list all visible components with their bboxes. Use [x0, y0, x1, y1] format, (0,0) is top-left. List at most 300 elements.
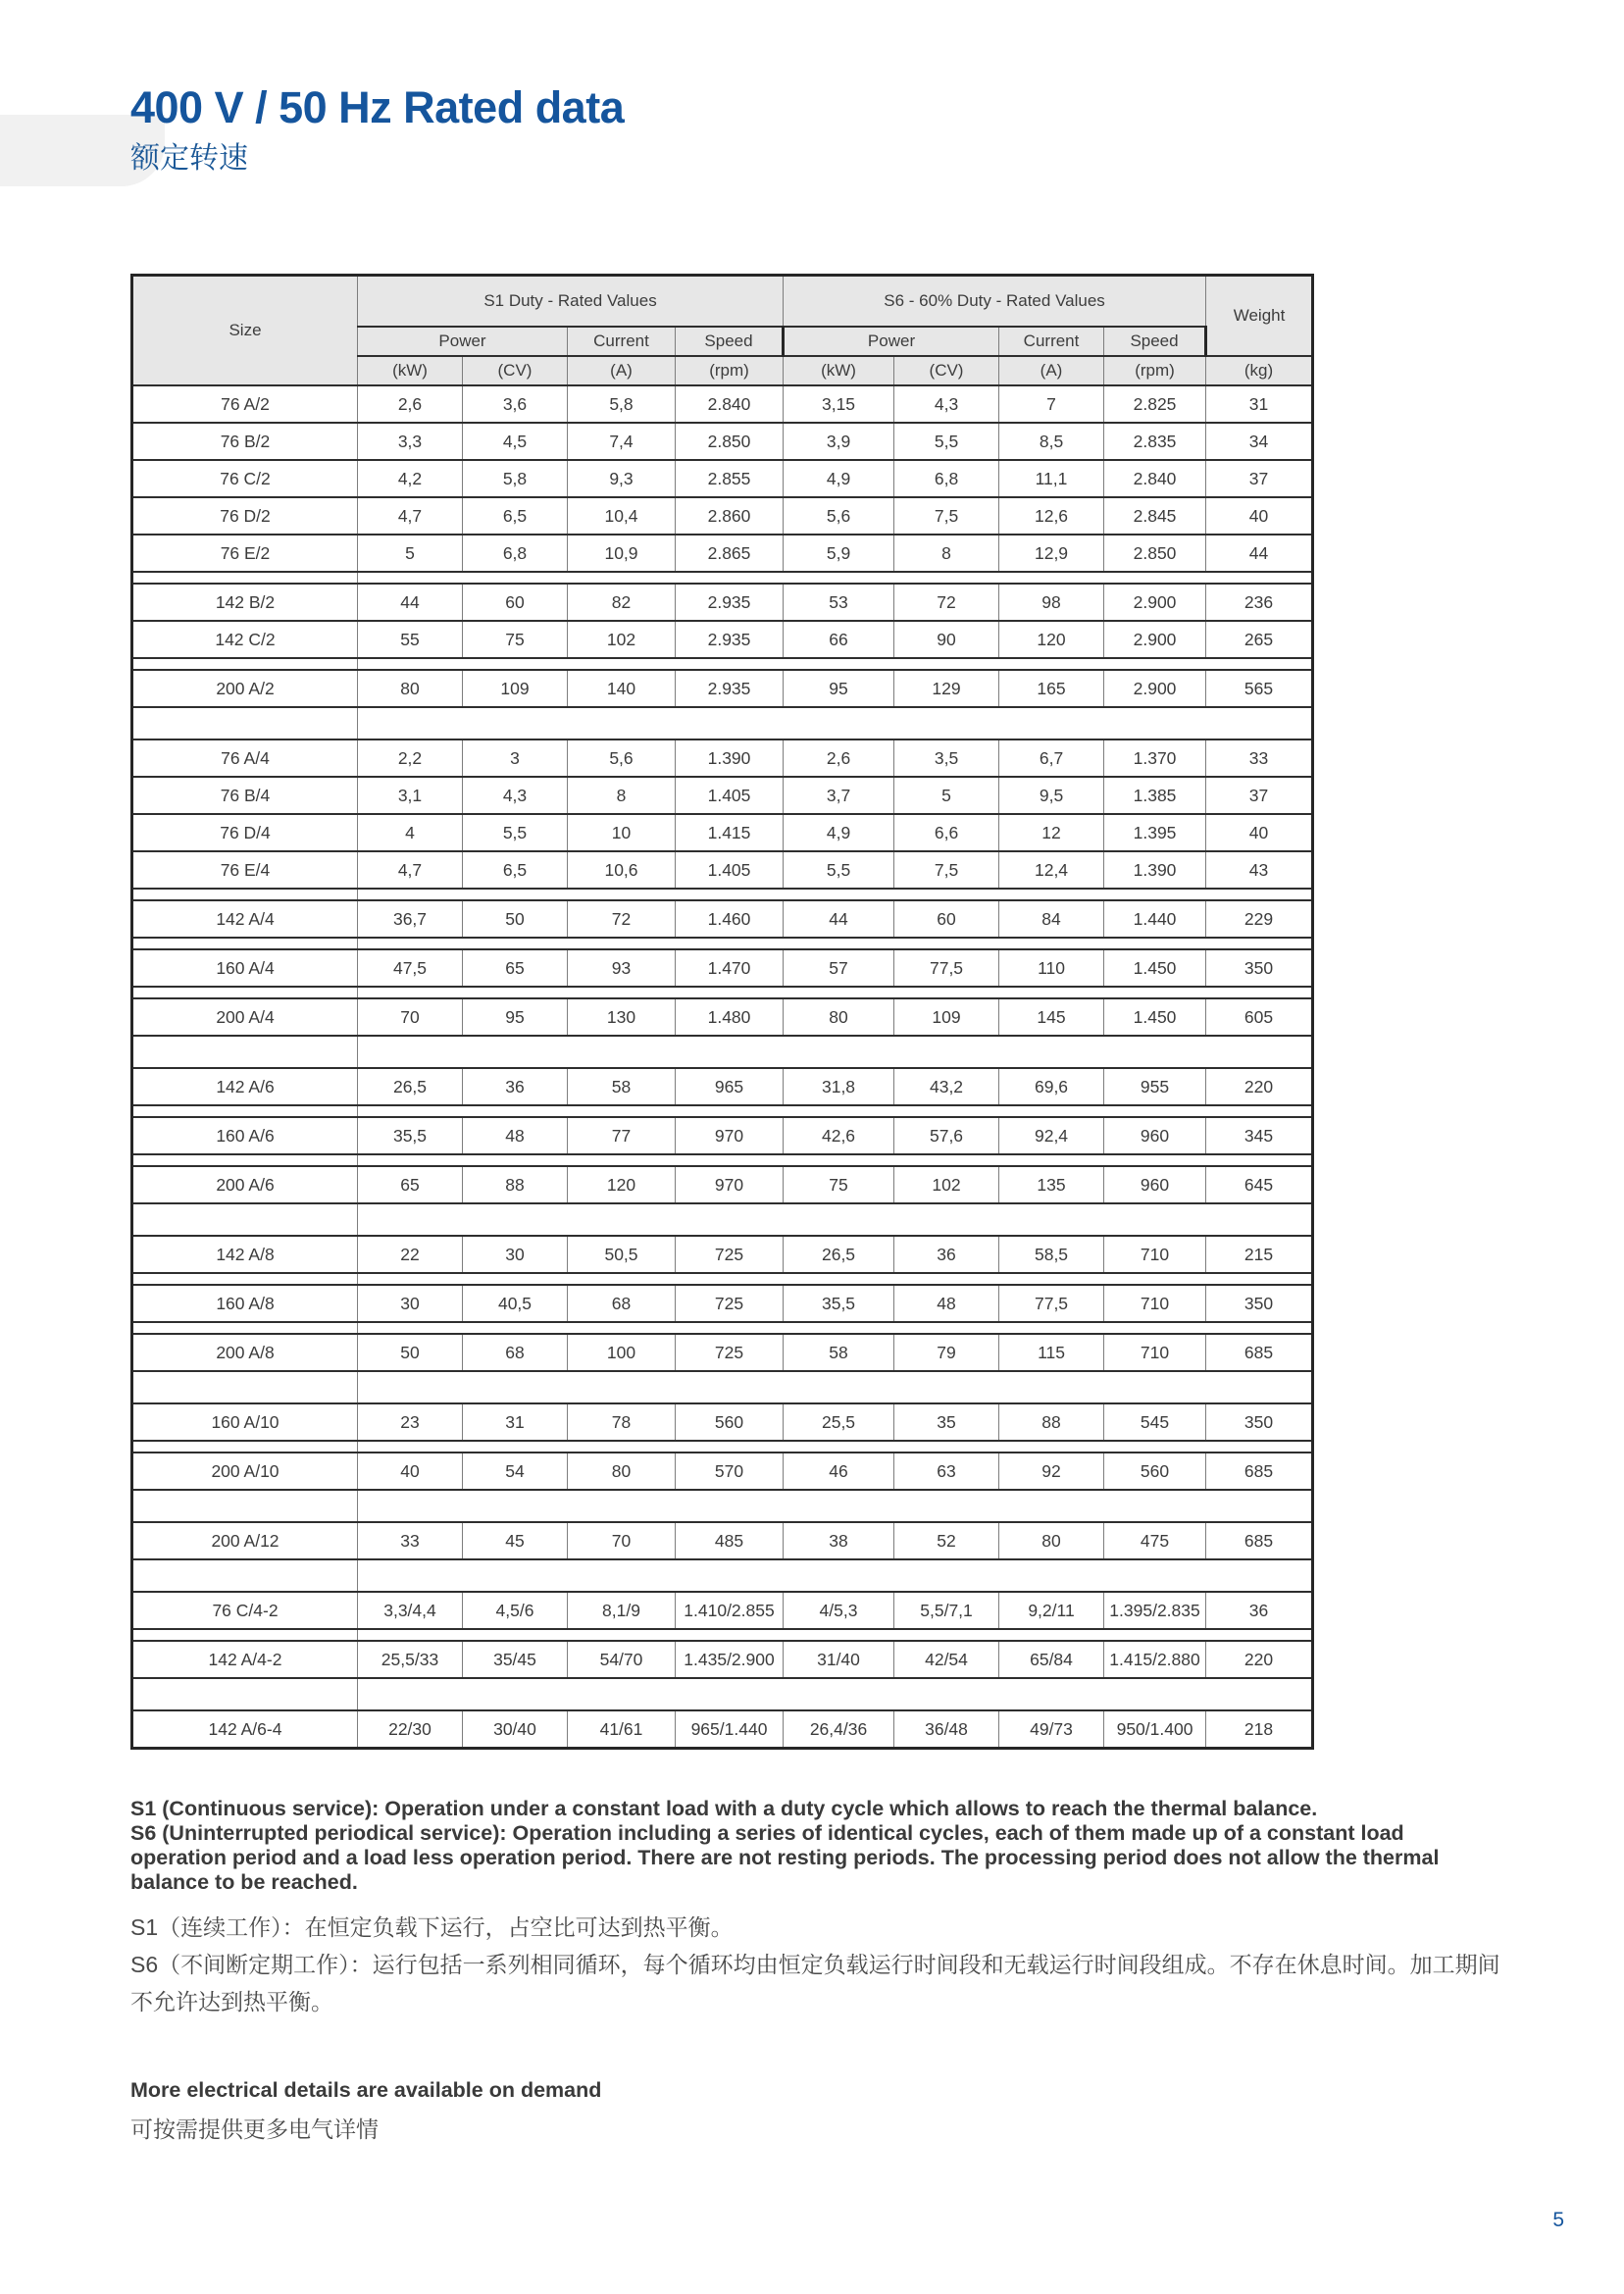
spacer-row	[132, 987, 1313, 998]
s1-cv-cell: 4,5	[463, 423, 568, 460]
s1-kw-cell: 80	[358, 670, 463, 707]
table-row	[132, 1166, 1313, 1203]
size-cell: 200 A/12	[132, 1522, 358, 1559]
weight-cell: 605	[1206, 998, 1313, 1036]
table-row	[132, 1592, 1313, 1629]
spacer-cell	[358, 1441, 1313, 1453]
weight-cell: 236	[1206, 584, 1313, 621]
s6-a-cell: 12	[999, 814, 1104, 851]
s6-kw-cell: 38	[784, 1522, 894, 1559]
weight-cell: 44	[1206, 535, 1313, 572]
spacer-row	[132, 1629, 1313, 1641]
s6-rpm-cell: 950/1.400	[1104, 1710, 1206, 1749]
s1-rpm-cell: 1.460	[676, 900, 784, 938]
s6-cv-cell: 72	[894, 584, 999, 621]
s1-rpm-cell: 1.470	[676, 949, 784, 987]
weight-cell: 40	[1206, 497, 1313, 535]
s6-cv-cell: 7,5	[894, 851, 999, 889]
s6-rpm-cell: 960	[1104, 1166, 1206, 1203]
spacer-cell	[358, 1629, 1313, 1641]
s1-kw-cell: 65	[358, 1166, 463, 1203]
spacer-cell	[358, 1036, 1313, 1068]
s6-kw-cell: 26,5	[784, 1236, 894, 1273]
s1-cv-cell: 6,8	[463, 535, 568, 572]
s6-cv-cell: 36	[894, 1236, 999, 1273]
s6-rpm-cell: 2.900	[1104, 621, 1206, 658]
s1-cv-cell: 50	[463, 900, 568, 938]
s6-a-cell: 12,9	[999, 535, 1104, 572]
spacer-size-cell	[132, 1105, 358, 1117]
s1-a-cell: 130	[568, 998, 676, 1036]
s6-cv-cell: 5,5	[894, 423, 999, 460]
spacer-row	[132, 1559, 1313, 1592]
s6-kw-cell: 26,4/36	[784, 1710, 894, 1749]
table-row	[132, 385, 1313, 423]
s6-kw-cell: 44	[784, 900, 894, 938]
spacer-row	[132, 1441, 1313, 1453]
s6-rpm-cell: 2.850	[1104, 535, 1206, 572]
s6-a-cell: 165	[999, 670, 1104, 707]
s6-kw-cell: 25,5	[784, 1403, 894, 1441]
s6-cv-cell: 57,6	[894, 1117, 999, 1154]
size-cell: 76 E/2	[132, 535, 358, 572]
s1-rpm-cell: 2.935	[676, 621, 784, 658]
header-s6-unit-cv: (CV)	[894, 356, 999, 385]
s1-cv-cell: 4,3	[463, 777, 568, 814]
weight-cell: 685	[1206, 1334, 1313, 1371]
s1-cv-cell: 45	[463, 1522, 568, 1559]
s6-kw-cell: 3,15	[784, 385, 894, 423]
s6-a-cell: 11,1	[999, 460, 1104, 497]
table-row	[132, 814, 1313, 851]
s6-a-cell: 88	[999, 1403, 1104, 1441]
spacer-size-cell	[132, 707, 358, 739]
spacer-cell	[358, 572, 1313, 584]
s1-a-cell: 41/61	[568, 1710, 676, 1749]
s1-kw-cell: 3,3	[358, 423, 463, 460]
weight-cell: 220	[1206, 1641, 1313, 1678]
s1-kw-cell: 30	[358, 1285, 463, 1322]
s6-cv-cell: 4,3	[894, 385, 999, 423]
s6-kw-cell: 53	[784, 584, 894, 621]
s1-rpm-cell: 1.415	[676, 814, 784, 851]
s1-cv-cell: 30/40	[463, 1710, 568, 1749]
table-body	[132, 385, 1313, 1749]
weight-cell: 565	[1206, 670, 1313, 707]
s1-cv-cell: 60	[463, 584, 568, 621]
weight-cell: 31	[1206, 385, 1313, 423]
s6-cv-cell: 42/54	[894, 1641, 999, 1678]
s6-kw-cell: 5,5	[784, 851, 894, 889]
table-row	[132, 670, 1313, 707]
s1-rpm-cell: 965/1.440	[676, 1710, 784, 1749]
size-cell: 76 E/4	[132, 851, 358, 889]
s6-a-cell: 9,2/11	[999, 1592, 1104, 1629]
s6-rpm-cell: 710	[1104, 1236, 1206, 1273]
table-header	[132, 276, 1313, 386]
s1-a-cell: 9,3	[568, 460, 676, 497]
s6-kw-cell: 3,9	[784, 423, 894, 460]
s6-a-cell: 145	[999, 998, 1104, 1036]
s1-cv-cell: 3,6	[463, 385, 568, 423]
s6-a-cell: 110	[999, 949, 1104, 987]
s6-rpm-cell: 1.415/2.880	[1104, 1641, 1206, 1678]
s1-kw-cell: 70	[358, 998, 463, 1036]
table-row	[132, 584, 1313, 621]
header-unit-kg: (kg)	[1206, 356, 1313, 385]
more-details-block	[130, 2077, 1503, 2144]
s6-kw-cell: 4,9	[784, 460, 894, 497]
size-cell: 142 C/2	[132, 621, 358, 658]
s6-kw-cell: 80	[784, 998, 894, 1036]
s6-cv-cell: 35	[894, 1403, 999, 1441]
size-cell: 200 A/10	[132, 1453, 358, 1490]
s1-kw-cell: 40	[358, 1453, 463, 1490]
weight-cell: 36	[1206, 1592, 1313, 1629]
s1-rpm-cell: 570	[676, 1453, 784, 1490]
s6-cv-cell: 3,5	[894, 739, 999, 777]
weight-cell: 685	[1206, 1522, 1313, 1559]
size-cell: 200 A/8	[132, 1334, 358, 1371]
s1-rpm-cell: 1.480	[676, 998, 784, 1036]
more-details-chinese: 可按需提供更多电气详情	[130, 2116, 379, 2142]
table-row	[132, 1068, 1313, 1105]
header-s6-power: Power	[784, 327, 999, 356]
s6-rpm-cell: 2.900	[1104, 584, 1206, 621]
size-cell: 76 A/4	[132, 739, 358, 777]
s1-kw-cell: 2,6	[358, 385, 463, 423]
weight-cell: 345	[1206, 1117, 1313, 1154]
s6-cv-cell: 6,6	[894, 814, 999, 851]
header-s1-speed: Speed	[676, 327, 784, 356]
size-cell: 76 C/4-2	[132, 1592, 358, 1629]
s1-a-cell: 77	[568, 1117, 676, 1154]
size-cell: 142 B/2	[132, 584, 358, 621]
s6-kw-cell: 4/5,3	[784, 1592, 894, 1629]
s6-a-cell: 92	[999, 1453, 1104, 1490]
s6-rpm-cell: 2.835	[1104, 423, 1206, 460]
s6-rpm-cell: 2.900	[1104, 670, 1206, 707]
weight-cell: 43	[1206, 851, 1313, 889]
weight-cell: 685	[1206, 1453, 1313, 1490]
s1-kw-cell: 47,5	[358, 949, 463, 987]
s6-cv-cell: 102	[894, 1166, 999, 1203]
spacer-cell	[358, 1559, 1313, 1592]
table-row	[132, 1236, 1313, 1273]
table-row	[132, 900, 1313, 938]
s1-cv-cell: 54	[463, 1453, 568, 1490]
s1-a-cell: 100	[568, 1334, 676, 1371]
spacer-row	[132, 1322, 1313, 1334]
s6-cv-cell: 8	[894, 535, 999, 572]
s6-rpm-cell: 545	[1104, 1403, 1206, 1441]
size-cell: 200 A/6	[132, 1166, 358, 1203]
spacer-cell	[358, 1154, 1313, 1166]
header-s6-unit-kw: (kW)	[784, 356, 894, 385]
s1-a-cell: 82	[568, 584, 676, 621]
spacer-row	[132, 1203, 1313, 1236]
s6-cv-cell: 63	[894, 1453, 999, 1490]
s1-rpm-cell: 2.860	[676, 497, 784, 535]
table-row	[132, 739, 1313, 777]
s1-rpm-cell: 970	[676, 1117, 784, 1154]
spacer-cell	[358, 1322, 1313, 1334]
s1-kw-cell: 22	[358, 1236, 463, 1273]
s1-cv-cell: 6,5	[463, 497, 568, 535]
s1-kw-cell: 25,5/33	[358, 1641, 463, 1678]
size-cell: 200 A/2	[132, 670, 358, 707]
weight-cell: 40	[1206, 814, 1313, 851]
size-cell: 160 A/10	[132, 1403, 358, 1441]
s6-kw-cell: 75	[784, 1166, 894, 1203]
s1-rpm-cell: 485	[676, 1522, 784, 1559]
note-s6-english: S6 (Uninterrupted periodical service): Operation including a series of identical cycles, each of them made up of a constant load operation period and a load less operation period. There are not resting periods. The processing period does not allow the thermal balance to be reached.	[130, 1821, 1440, 1894]
s1-a-cell: 8,1/9	[568, 1592, 676, 1629]
s1-a-cell: 10	[568, 814, 676, 851]
s1-kw-cell: 50	[358, 1334, 463, 1371]
s1-a-cell: 50,5	[568, 1236, 676, 1273]
table-row	[132, 1453, 1313, 1490]
s1-cv-cell: 4,5/6	[463, 1592, 568, 1629]
s6-cv-cell: 48	[894, 1285, 999, 1322]
spacer-row	[132, 889, 1313, 900]
s6-kw-cell: 31/40	[784, 1641, 894, 1678]
header-size: Size	[132, 276, 358, 386]
header-weight: Weight	[1206, 276, 1313, 357]
s1-cv-cell: 5,8	[463, 460, 568, 497]
weight-cell: 229	[1206, 900, 1313, 938]
s1-kw-cell: 3,1	[358, 777, 463, 814]
spacer-row	[132, 1490, 1313, 1522]
s1-cv-cell: 109	[463, 670, 568, 707]
s1-a-cell: 5,6	[568, 739, 676, 777]
s1-cv-cell: 75	[463, 621, 568, 658]
s6-kw-cell: 3,7	[784, 777, 894, 814]
size-cell: 160 A/4	[132, 949, 358, 987]
weight-cell: 33	[1206, 739, 1313, 777]
spacer-row	[132, 658, 1313, 670]
s1-rpm-cell: 1.435/2.900	[676, 1641, 784, 1678]
s1-a-cell: 140	[568, 670, 676, 707]
spacer-size-cell	[132, 1490, 358, 1522]
table-row	[132, 1710, 1313, 1749]
s1-a-cell: 120	[568, 1166, 676, 1203]
s6-a-cell: 8,5	[999, 423, 1104, 460]
s1-kw-cell: 4,7	[358, 851, 463, 889]
weight-cell: 350	[1206, 949, 1313, 987]
page-subtitle-chinese: 额定转速	[130, 142, 248, 175]
s1-kw-cell: 26,5	[358, 1068, 463, 1105]
s1-a-cell: 8	[568, 777, 676, 814]
s6-a-cell: 7	[999, 385, 1104, 423]
s1-cv-cell: 88	[463, 1166, 568, 1203]
size-cell: 76 B/4	[132, 777, 358, 814]
spacer-size-cell	[132, 1371, 358, 1403]
s6-a-cell: 98	[999, 584, 1104, 621]
table-row	[132, 1641, 1313, 1678]
s6-rpm-cell: 1.395/2.835	[1104, 1592, 1206, 1629]
s6-kw-cell: 4,9	[784, 814, 894, 851]
spacer-row	[132, 572, 1313, 584]
table-row	[132, 460, 1313, 497]
s6-cv-cell: 77,5	[894, 949, 999, 987]
size-cell: 76 B/2	[132, 423, 358, 460]
s6-rpm-cell: 1.440	[1104, 900, 1206, 938]
s6-kw-cell: 66	[784, 621, 894, 658]
s6-cv-cell: 79	[894, 1334, 999, 1371]
s1-a-cell: 58	[568, 1068, 676, 1105]
s1-cv-cell: 3	[463, 739, 568, 777]
table-row	[132, 1334, 1313, 1371]
s1-kw-cell: 2,2	[358, 739, 463, 777]
header-group-row	[132, 276, 1313, 328]
s1-kw-cell: 55	[358, 621, 463, 658]
spacer-size-cell	[132, 658, 358, 670]
s6-cv-cell: 36/48	[894, 1710, 999, 1749]
s1-a-cell: 93	[568, 949, 676, 987]
spacer-cell	[358, 1490, 1313, 1522]
s6-cv-cell: 5	[894, 777, 999, 814]
s1-rpm-cell: 1.410/2.855	[676, 1592, 784, 1629]
more-details-english: More electrical details are available on demand	[130, 2078, 602, 2102]
s6-kw-cell: 31,8	[784, 1068, 894, 1105]
s6-kw-cell: 95	[784, 670, 894, 707]
weight-cell: 37	[1206, 777, 1313, 814]
s6-cv-cell: 6,8	[894, 460, 999, 497]
s1-a-cell: 54/70	[568, 1641, 676, 1678]
s1-a-cell: 5,8	[568, 385, 676, 423]
header-s1-current: Current	[568, 327, 676, 356]
s1-kw-cell: 36,7	[358, 900, 463, 938]
spacer-cell	[358, 1105, 1313, 1117]
table-row	[132, 949, 1313, 987]
s1-rpm-cell: 2.935	[676, 670, 784, 707]
spacer-cell	[358, 1273, 1313, 1285]
spacer-size-cell	[132, 987, 358, 998]
table-row	[132, 423, 1313, 460]
header-s1-unit-a: (A)	[568, 356, 676, 385]
header-s6-unit-rpm: (rpm)	[1104, 356, 1206, 385]
s6-a-cell: 120	[999, 621, 1104, 658]
spacer-size-cell	[132, 1629, 358, 1641]
s6-kw-cell: 5,6	[784, 497, 894, 535]
s1-a-cell: 7,4	[568, 423, 676, 460]
s1-cv-cell: 65	[463, 949, 568, 987]
s6-rpm-cell: 475	[1104, 1522, 1206, 1559]
s6-kw-cell: 35,5	[784, 1285, 894, 1322]
s1-rpm-cell: 1.390	[676, 739, 784, 777]
s6-kw-cell: 42,6	[784, 1117, 894, 1154]
s1-kw-cell: 23	[358, 1403, 463, 1441]
s1-rpm-cell: 560	[676, 1403, 784, 1441]
s6-rpm-cell: 710	[1104, 1285, 1206, 1322]
s1-cv-cell: 68	[463, 1334, 568, 1371]
s1-rpm-cell: 1.405	[676, 777, 784, 814]
s1-a-cell: 10,6	[568, 851, 676, 889]
table-row	[132, 535, 1313, 572]
s6-kw-cell: 2,6	[784, 739, 894, 777]
size-cell: 76 C/2	[132, 460, 358, 497]
s1-a-cell: 80	[568, 1453, 676, 1490]
s1-cv-cell: 6,5	[463, 851, 568, 889]
page-content	[130, 82, 1503, 2144]
s6-a-cell: 80	[999, 1522, 1104, 1559]
s6-cv-cell: 90	[894, 621, 999, 658]
header-s1-unit-cv: (CV)	[463, 356, 568, 385]
spacer-row	[132, 707, 1313, 739]
size-cell: 76 A/2	[132, 385, 358, 423]
weight-cell: 37	[1206, 460, 1313, 497]
size-cell: 142 A/4-2	[132, 1641, 358, 1678]
s6-cv-cell: 5,5/7,1	[894, 1592, 999, 1629]
s1-cv-cell: 5,5	[463, 814, 568, 851]
size-cell: 200 A/4	[132, 998, 358, 1036]
note-s1-chinese: S1（连续工作）：在恒定负载下运行，占空比可达到热平衡。	[130, 1914, 734, 1940]
size-cell: 76 D/4	[132, 814, 358, 851]
s1-a-cell: 10,4	[568, 497, 676, 535]
weight-cell: 350	[1206, 1285, 1313, 1322]
s6-rpm-cell: 710	[1104, 1334, 1206, 1371]
s1-kw-cell: 3,3/4,4	[358, 1592, 463, 1629]
table-row	[132, 1522, 1313, 1559]
s6-rpm-cell: 2.825	[1104, 385, 1206, 423]
spacer-size-cell	[132, 938, 358, 949]
page-title: 400 V / 50 Hz Rated data	[130, 82, 625, 132]
s6-cv-cell: 109	[894, 998, 999, 1036]
s6-a-cell: 12,4	[999, 851, 1104, 889]
rated-data-table	[130, 274, 1314, 1750]
s1-rpm-cell: 2.935	[676, 584, 784, 621]
notes-section	[130, 1797, 1503, 2144]
s6-rpm-cell: 955	[1104, 1068, 1206, 1105]
s6-a-cell: 92,4	[999, 1117, 1104, 1154]
spacer-cell	[358, 889, 1313, 900]
s1-cv-cell: 36	[463, 1068, 568, 1105]
weight-cell: 34	[1206, 423, 1313, 460]
spacer-row	[132, 938, 1313, 949]
table-row	[132, 621, 1313, 658]
weight-cell: 218	[1206, 1710, 1313, 1749]
s1-cv-cell: 35/45	[463, 1641, 568, 1678]
table-row	[132, 777, 1313, 814]
s1-kw-cell: 33	[358, 1522, 463, 1559]
s6-a-cell: 84	[999, 900, 1104, 938]
s6-a-cell: 77,5	[999, 1285, 1104, 1322]
s6-a-cell: 9,5	[999, 777, 1104, 814]
s1-kw-cell: 44	[358, 584, 463, 621]
s6-rpm-cell: 1.450	[1104, 998, 1206, 1036]
s1-cv-cell: 30	[463, 1236, 568, 1273]
s6-a-cell: 12,6	[999, 497, 1104, 535]
spacer-row	[132, 1036, 1313, 1068]
header-s6-speed: Speed	[1104, 327, 1206, 356]
header-s6-current: Current	[999, 327, 1104, 356]
header-s6-group: S6 - 60% Duty - Rated Values	[784, 276, 1206, 328]
s1-kw-cell: 4,7	[358, 497, 463, 535]
note-s1-s6-chinese	[130, 1909, 1503, 2020]
s1-kw-cell: 5	[358, 535, 463, 572]
s1-cv-cell: 48	[463, 1117, 568, 1154]
s6-a-cell: 6,7	[999, 739, 1104, 777]
s1-a-cell: 10,9	[568, 535, 676, 572]
s6-rpm-cell: 1.450	[1104, 949, 1206, 987]
weight-cell: 220	[1206, 1068, 1313, 1105]
s6-rpm-cell: 960	[1104, 1117, 1206, 1154]
s1-rpm-cell: 965	[676, 1068, 784, 1105]
header-s1-group: S1 Duty - Rated Values	[358, 276, 784, 328]
s1-kw-cell: 4	[358, 814, 463, 851]
table-row	[132, 1285, 1313, 1322]
